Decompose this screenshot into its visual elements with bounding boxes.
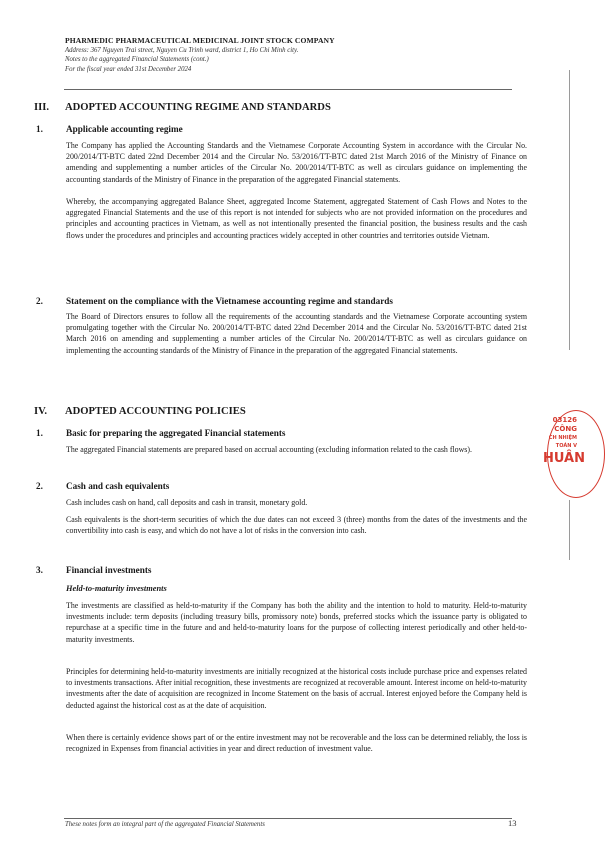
section-4-2-title: Cash and cash equivalents (66, 481, 170, 491)
notes-subtitle: Notes to the aggregated Financial Statements (cont.) (65, 56, 209, 63)
footer-divider (64, 818, 512, 819)
seal-line-3: CH NHIỆM (548, 435, 577, 441)
section-4-2-number: 2. (36, 481, 43, 491)
section-4-3-paragraph-2: Principles for determining held-to-maturity investments are initially recognized at the historical costs include purchase price and expenses related to investments transactions. After initial recognition, these investments are recognized at recoverable amount. Interest income on held-to-maturity investments after the date of acquisition are recognized in Income Statement on the basis of accrual. Interest enjoyed before the Company held is deducted against the historical cost as at the date of acquisition. (66, 667, 527, 710)
section-3-2-title: Statement on the compliance with the Vietnamese accounting regime and standards (66, 296, 393, 306)
section-4-2-paragraph-2: Cash equivalents is the short-term securities of which the due dates can not exceed 3 (three) months from the dates of the investments and the convertibility into cash is easy, and which do not have a lot of risks in the conversion into cash. (66, 515, 527, 536)
company-name: PHARMEDIC PHARMACEUTICAL MEDICINAL JOINT STOCK COMPANY (65, 36, 335, 45)
section-3-1-paragraph-2: Whereby, the accompanying aggregated Balance Sheet, aggregated Income Statement, aggregated Statement of Cash Flows and Notes to the aggregated Financial Statements and the use of this report is not intended for subjects who are not provided information on the procedures and principles and accounting practices in Vietnam, as well as not intentionally presented the financial position, the business results and the cash flows under the procedures and principles and accounting practices widely accepted in other countries and territories outside Vietnam. (66, 197, 527, 240)
section-4-title: ADOPTED ACCOUNTING POLICIES (65, 406, 246, 417)
section-3-2-number: 2. (36, 296, 43, 306)
section-3-number: III. (34, 102, 50, 113)
section-3-1-number: 1. (36, 124, 43, 134)
held-to-maturity-heading: Held-to-maturity investments (66, 584, 167, 593)
seal-line-4: TOÁN V (555, 443, 577, 449)
section-4-3-paragraph-3: When there is certainly evidence shows part of or the entire investment may not be recoverable and the loss can be determined reliably, the loss is recognized in Expenses from financial activities in year and direct reduction of investment value. (66, 733, 527, 754)
binding-edge-mark (569, 70, 570, 350)
section-3-1-paragraph-1: The Company has applied the Accounting Standards and the Vietnamese Corporate Accounting System in accordance with the Circular No. 200/2014/TT-BTC dated 22nd December 2014 and the Circular No. 53/2016/TT-BTC dated 21st March 2016 of the Ministry of Finance on amending and supplementing a number articles of the Circular No. 200/2014/TT-BTC as well as circulars guidance on implementing the accounting standards of the Ministry of Finance in the preparation of the aggregated Financial statements. (66, 141, 527, 184)
fiscal-year-line: For the fiscal year ended 31st December 2024 (65, 65, 192, 73)
section-3-1-title: Applicable accounting regime (66, 124, 183, 134)
seal-ring (547, 410, 605, 498)
page-number: 13 (508, 818, 517, 828)
section-4-3-number: 3. (36, 565, 43, 575)
section-4-number: IV. (34, 406, 48, 417)
document-header (65, 36, 535, 74)
company-seal (543, 408, 585, 496)
section-4-3-title: Financial investments (66, 565, 152, 575)
section-4-1-number: 1. (36, 428, 43, 438)
header-divider (64, 89, 512, 90)
seal-line-2: CÔNG (554, 425, 577, 433)
seal-line-1: 03126 (552, 416, 577, 424)
section-4-1-title: Basic for preparing the aggregated Financial statements (66, 428, 286, 438)
seal-line-5: HUÂN (543, 451, 585, 466)
company-address: Address: 367 Nguyen Trai street, Nguyen Cu Trinh ward, district 1, Ho Chi Minh city. (65, 46, 299, 54)
section-4-2-paragraph-1: Cash includes cash on hand, call deposits and cash in transit, monetary gold. (66, 498, 308, 507)
section-3-2-paragraph-1: The Board of Directors ensures to follow all the requirements of the accounting standards and the Vietnamese Corporate accounting system promulgating together with the Circular No. 200/2014/TT-BTC dated 22nd December 2014 and the Circular No. 53/2016/TT-BTC dated 21st March 2016 on amending and supplementing a number articles of the Circular No. 200/2014/TT-BTC as well as circulars guidance on implementing the accounting standards of the Ministry of Finance in the preparation of the aggregated Financial statements. (66, 312, 527, 355)
section-4-1-paragraph-1: The aggregated Financial statements are prepared based on accrual accounting (excluding information related to the cash flows). (66, 445, 472, 454)
section-3-title: ADOPTED ACCOUNTING REGIME AND STANDARDS (65, 102, 331, 113)
binding-edge-mark (569, 500, 570, 560)
footer-note: These notes form an integral part of the aggregated Financial Statements (65, 821, 265, 828)
section-4-3-paragraph-1: The investments are classified as held-to-maturity if the Company has both the ability and the intention to hold to maturity. Held-to-maturity investments include: term deposits (including treasury bills, promissory note) bonds, preferred stocks which the issuance party is obligated to repurchase at a specific time in the future and and held-to-maturity loans for the purpose of collecting interest periodically and other held-to-maturity investments. (66, 601, 527, 644)
